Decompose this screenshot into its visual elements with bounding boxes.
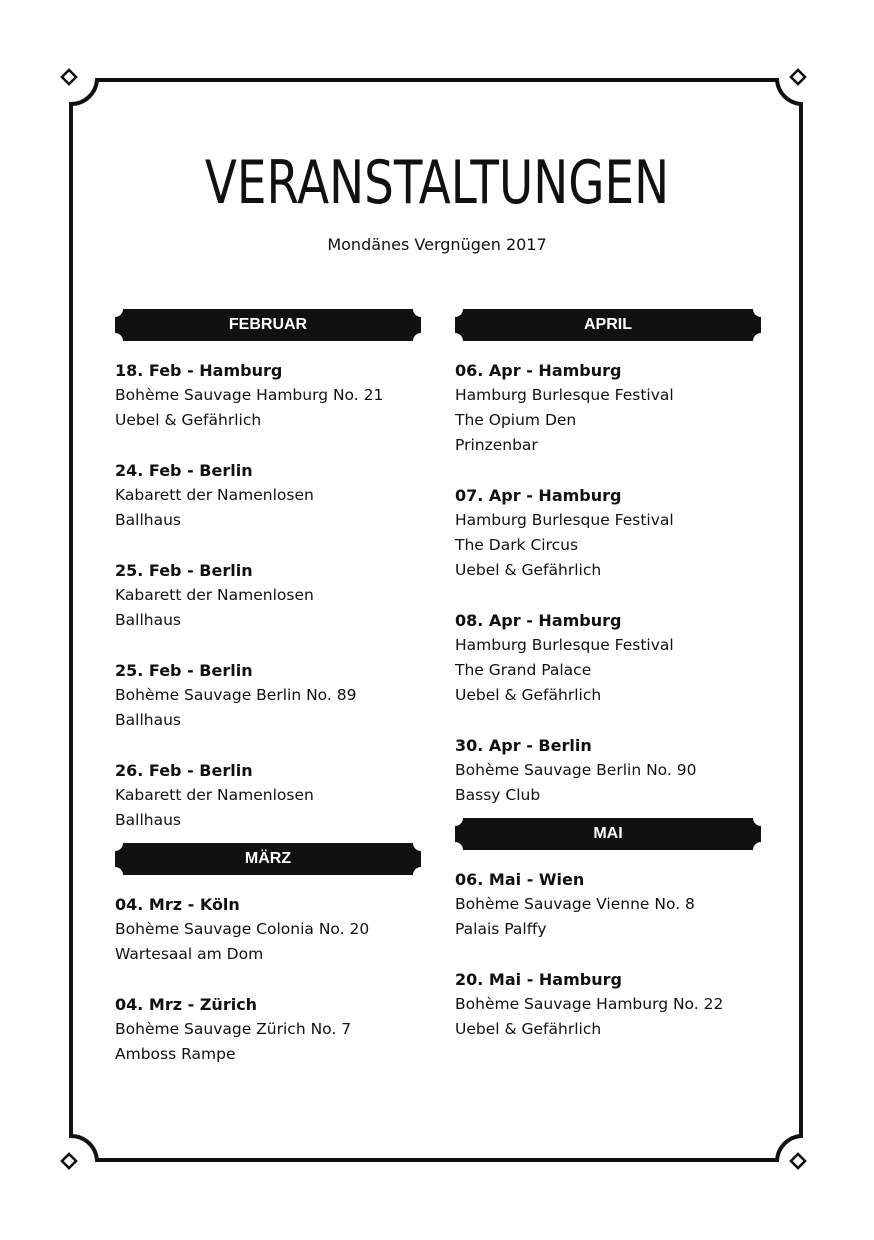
left-column [115,309,421,1092]
event-name: Bohème Sauvage Vienne No. 8 [455,895,695,913]
corner-diamond-icon [791,70,805,84]
event-date-city: 06. Mai - Wien [455,870,585,889]
event-item [115,758,421,833]
event-date-city: 18. Feb - Hamburg [115,361,283,380]
event-item [455,358,761,458]
month-banner [115,843,421,875]
corner-diamond-icon [791,1154,805,1168]
month-banner [455,818,761,850]
event-item [115,358,421,433]
month-banner [455,309,761,341]
event-item [455,483,761,583]
month-label: MÄRZ [244,850,292,867]
event-venue: Wartesaal am Dom [115,945,264,963]
event-venue: Bassy Club [455,786,541,804]
event-name: Bohème Sauvage Hamburg No. 22 [455,995,724,1013]
event-name: Kabarett der Namenlosen [115,586,314,604]
event-date-city: 04. Mrz - Köln [115,895,240,914]
event-item [115,992,421,1067]
event-venue: Uebel & Gefährlich [455,561,602,579]
event-venue: Uebel & Gefährlich [115,411,262,429]
event-item [115,658,421,733]
corner-diamond-icon [62,70,76,84]
month-label: APRIL [584,316,632,333]
event-name: The Opium Den [455,411,577,429]
event-venue: Palais Palffy [455,920,547,938]
event-name: Kabarett der Namenlosen [115,486,314,504]
event-item [115,558,421,633]
event-date-city: 30. Apr - Berlin [455,736,592,755]
event-name: Bohème Sauvage Berlin No. 90 [455,761,697,779]
month-label: FEBRUAR [228,316,308,333]
event-item [455,608,761,708]
month-banner [115,309,421,341]
event-name: Bohème Sauvage Berlin No. 89 [115,686,357,704]
event-date-city: 20. Mai - Hamburg [455,970,622,989]
event-date-city: 24. Feb - Berlin [115,461,253,480]
event-name: Hamburg Burlesque Festival [455,386,674,404]
event-item [455,867,761,942]
event-date-city: 07. Apr - Hamburg [455,486,622,505]
right-column [455,309,761,1067]
event-name: Hamburg Burlesque Festival [455,511,674,529]
event-date-city: 25. Feb - Berlin [115,561,253,580]
event-item [115,892,421,967]
event-venue: Uebel & Gefährlich [455,686,602,704]
event-date-city: 04. Mrz - Zürich [115,995,258,1014]
corner-diamond-icon [62,1154,76,1168]
event-venue: Ballhaus [115,711,181,729]
event-name: Bohème Sauvage Colonia No. 20 [115,920,370,938]
event-date-city: 25. Feb - Berlin [115,661,253,680]
event-venue: Uebel & Gefährlich [455,1020,602,1038]
event-name: The Dark Circus [455,536,579,554]
event-name: Kabarett der Namenlosen [115,786,314,804]
page-subtitle: Mondänes Vergnügen 2017 [327,235,547,254]
event-item [455,967,761,1042]
event-venue: Ballhaus [115,511,181,529]
event-name: The Grand Palace [455,661,592,679]
event-date-city: 08. Apr - Hamburg [455,611,622,630]
event-venue: Amboss Rampe [115,1045,236,1063]
event-name: Hamburg Burlesque Festival [455,636,674,654]
event-name: Bohème Sauvage Zürich No. 7 [115,1020,352,1038]
event-item [455,733,761,808]
event-name: Bohème Sauvage Hamburg No. 21 [115,386,384,404]
event-date-city: 06. Apr - Hamburg [455,361,622,380]
event-venue: Ballhaus [115,611,181,629]
event-venue: Ballhaus [115,811,181,829]
month-label: MAI [593,825,623,842]
page-title: VERANSTALTUNGEN [204,148,670,218]
event-item [115,458,421,533]
event-venue: Prinzenbar [455,436,538,454]
event-date-city: 26. Feb - Berlin [115,761,253,780]
